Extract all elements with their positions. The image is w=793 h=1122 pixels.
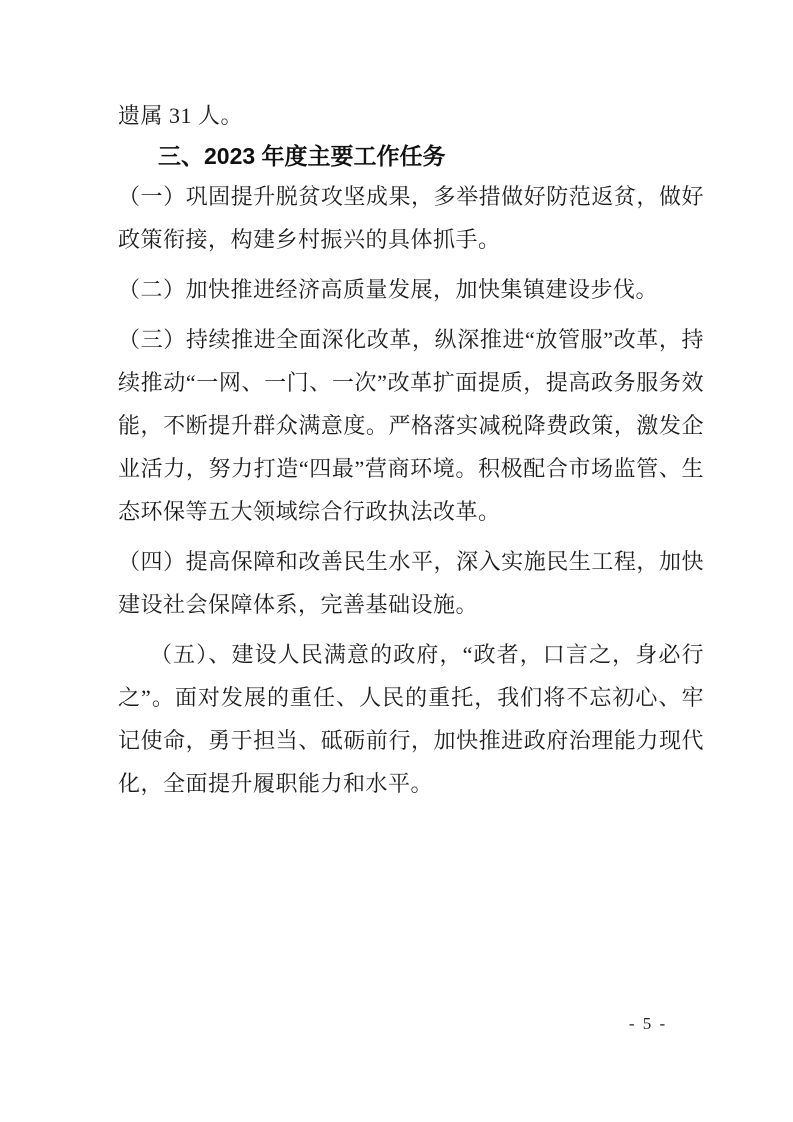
paragraph-item-2: （二）加快推进经济高质量发展，加快集镇建设步伐。 bbox=[118, 277, 659, 302]
paragraph-item-3: （三）持续推进全面深化改革，纵深推进“放管服”改革，持续推动“一网、一门、一次”改革扩面提质，提高政务服务效能，不断提升群众满意度。严格落实减税降费政策，激发企业活力，努力打造“四最”营商环境。积极配合市场监管、生态环保等五大领域综合行政执法改革。 bbox=[118, 327, 704, 524]
paragraph-item-4: （四）提高保障和改善民生水平，深入实施民生工程，加快建设社会保障体系，完善基础设施。 bbox=[118, 549, 704, 617]
paragraph-item-5: （五）、建设人民满意的政府，“政者，口言之，身必行之”。面对发展的重任、人民的重托，我们将不忘初心、牢记使命，勇于担当、砥砺前行，加快推进政府治理能力现代化，全面提升履职能力和水平。 bbox=[118, 642, 704, 796]
section-heading: 三、2023 年度主要工作任务 bbox=[158, 143, 446, 169]
paragraph-continuation: 遗属 31 人。 bbox=[118, 103, 244, 128]
document-body bbox=[118, 94, 704, 812]
paragraph-item-1: （一）巩固提升脱贫攻坚成果，多举措做好防范返贫，做好政策衔接，构建乡村振兴的具体抓手。 bbox=[118, 184, 704, 252]
page-number: - 5 - bbox=[628, 1014, 668, 1033]
